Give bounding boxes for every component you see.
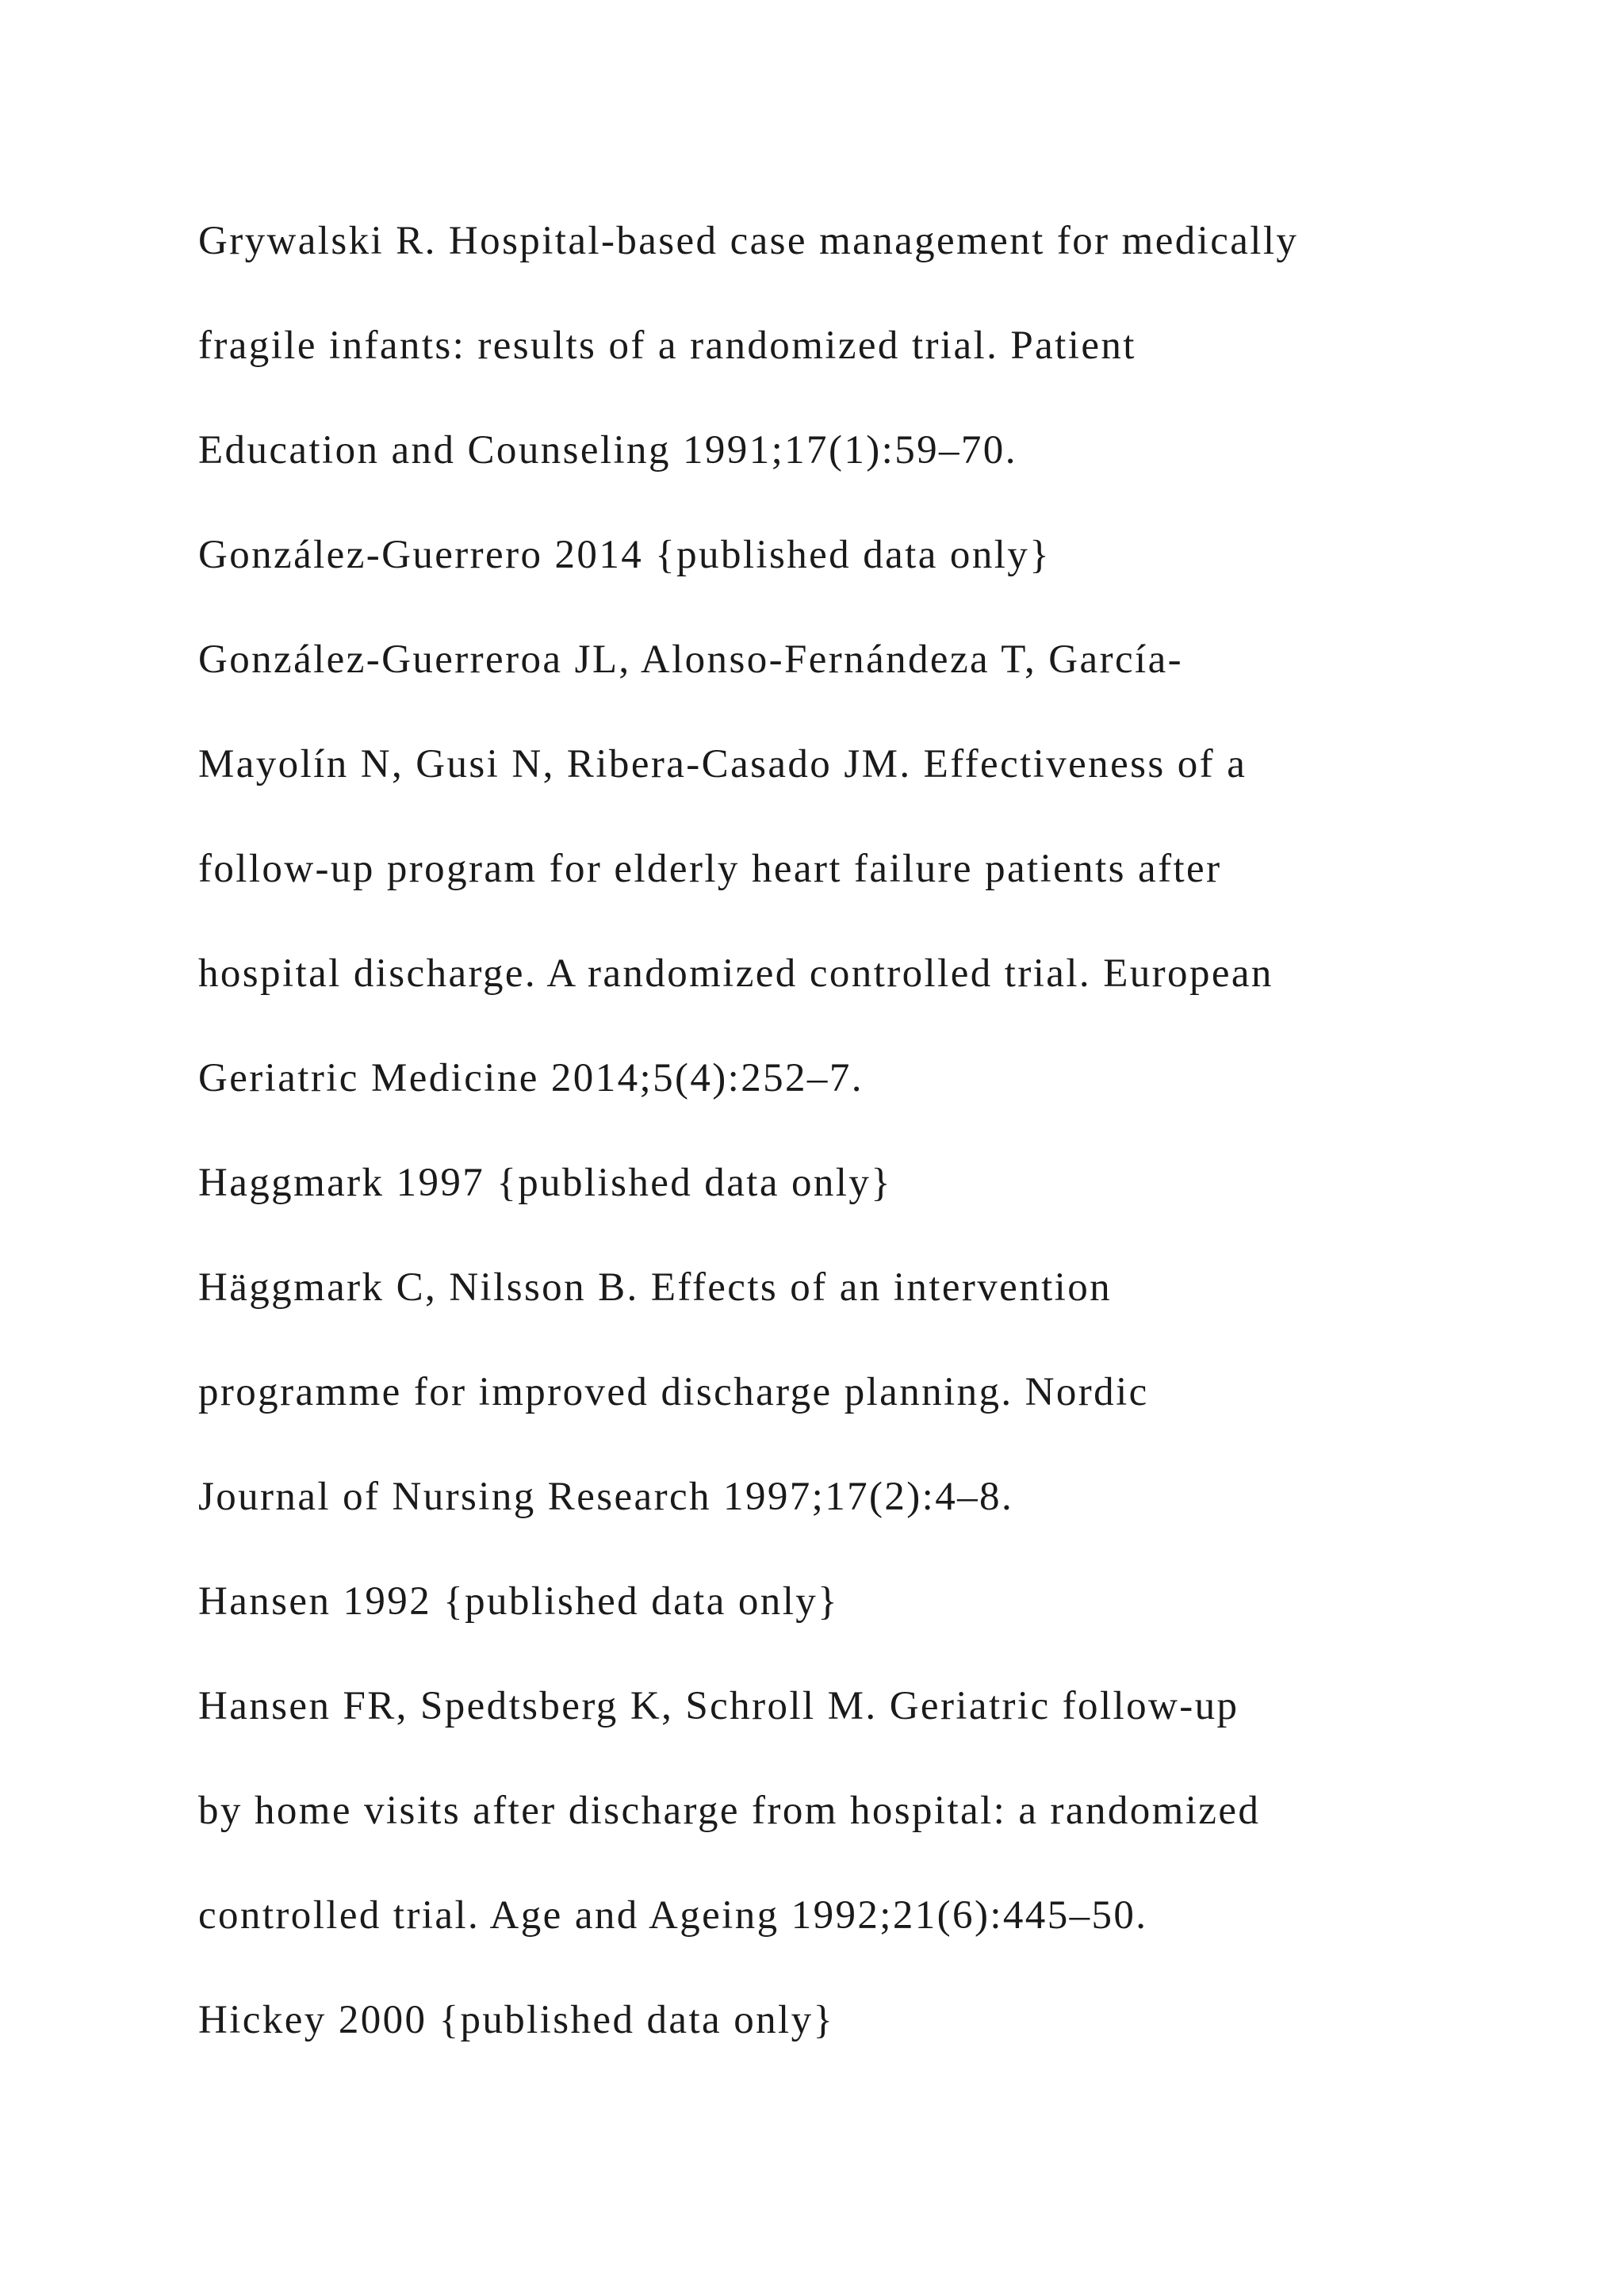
reference-line: by home visits after discharge from hospital: a randomized [198, 1789, 1261, 1833]
study-heading: Hickey 2000 {published data only} [198, 1998, 835, 2042]
reference-line: Häggmark C, Nilsson B. Effects of an intervention [198, 1265, 1113, 1310]
reference-line: follow-up program for elderly heart failure patients after [198, 847, 1222, 891]
reference-line: González-Guerreroa JL, Alonso-Fernándeza T, García- [198, 637, 1183, 682]
reference-line: programme for improved discharge planning. Nordic [198, 1370, 1149, 1414]
study-heading: González-Guerrero 2014 {published data only} [198, 533, 1051, 577]
reference-line: Hansen FR, Spedtsberg K, Schroll M. Geriatric follow-up [198, 1684, 1239, 1728]
study-heading: Haggmark 1997 {published data only} [198, 1161, 893, 1205]
reference-line: Education and Counseling 1991;17(1):59–70. [198, 428, 1017, 473]
reference-line: Journal of Nursing Research 1997;17(2):4–8. [198, 1475, 1014, 1519]
reference-line: Grywalski R. Hospital-based case management for medically [198, 219, 1299, 263]
reference-line: Mayolín N, Gusi N, Ribera-Casado JM. Effectiveness of a [198, 742, 1247, 786]
study-heading: Hansen 1992 {published data only} [198, 1579, 840, 1624]
reference-list [198, 189, 1435, 2072]
reference-line: fragile infants: results of a randomized trial. Patient [198, 323, 1136, 368]
reference-line: controlled trial. Age and Ageing 1992;21(6):445–50. [198, 1893, 1148, 1938]
reference-line: hospital discharge. A randomized controlled trial. European [198, 951, 1274, 996]
reference-line: Geriatric Medicine 2014;5(4):252–7. [198, 1056, 864, 1100]
